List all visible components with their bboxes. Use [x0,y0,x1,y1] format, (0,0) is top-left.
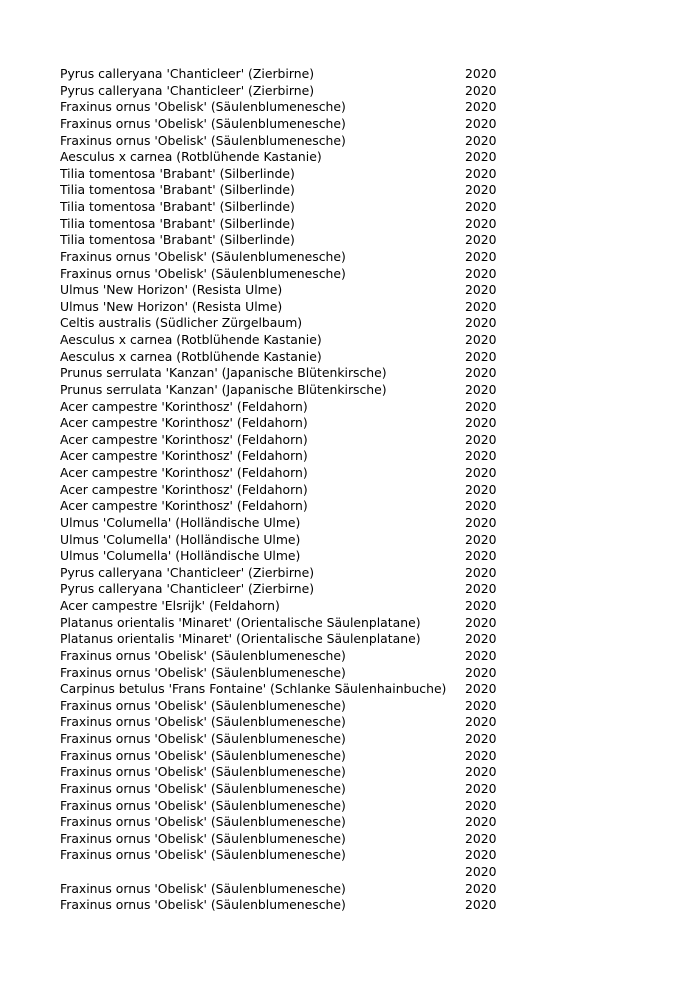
species-cell: Acer campestre 'Korinthosz' (Feldahorn) [60,481,308,497]
table-row [60,864,520,881]
table-row [60,149,520,166]
table-row [60,681,520,698]
year-cell: 2020 [465,199,497,214]
year-cell: 2020 [465,664,497,680]
table-row [60,714,520,731]
table-row [60,99,520,116]
year-cell: 2020 [465,465,497,480]
table-row [60,881,520,898]
species-cell: Tilia tomentosa 'Brabant' (Silberlinde) [60,165,295,181]
year-cell: 2020 [465,365,497,381]
species-cell: Pyrus calleryana 'Chanticleer' (Zierbirne) [60,82,315,98]
species-cell: Fraxinus ornus 'Obelisk' (Säulenblumenesche) [60,814,346,830]
table-row [60,498,520,515]
table-row [60,698,520,715]
species-cell: Acer campestre 'Korinthosz' (Feldahorn) [60,498,308,514]
species-cell: Ulmus 'New Horizon' (Resista Ulme) [60,282,283,298]
table-row [60,731,520,748]
species-cell: Tilia tomentosa 'Brabant' (Silberlinde) [60,232,295,248]
species-cell: Ulmus 'Columella' (Holländische Ulme) [60,514,301,530]
year-cell: 2020 [465,298,497,314]
table-row [60,249,520,266]
year-cell: 2020 [465,315,497,331]
species-cell: Fraxinus ornus 'Obelisk' (Säulenblumenesche) [60,664,346,680]
species-cell: Ulmus 'Columella' (Holländische Ulme) [60,548,301,564]
table-row [60,448,520,465]
species-cell: Acer campestre 'Korinthosz' (Feldahorn) [60,448,308,464]
year-cell: 2020 [465,232,497,248]
species-cell: Fraxinus ornus 'Obelisk' (Säulenblumenesche) [60,731,346,746]
year-cell: 2020 [465,780,497,796]
year-cell: 2020 [465,132,497,148]
table-row [60,432,520,449]
year-cell: 2020 [465,747,497,763]
table-row [60,482,520,499]
year-cell: 2020 [465,431,497,447]
year-cell: 2020 [465,332,497,347]
table-row [60,764,520,781]
year-cell: 2020 [465,182,497,198]
year-cell: 2020 [465,514,497,530]
species-cell: Celtis australis (Südlicher Zürgelbaum) [60,315,303,331]
species-cell: Ulmus 'New Horizon' (Resista Ulme) [60,298,283,314]
table-row [60,615,520,632]
species-cell: Fraxinus ornus 'Obelisk' (Säulenblumenesche) [60,847,346,863]
year-cell: 2020 [465,847,497,863]
table-row [60,182,520,199]
year-cell: 2020 [465,282,497,298]
year-cell: 2020 [465,631,497,647]
species-cell: Fraxinus ornus 'Obelisk' (Säulenblumenesche) [60,714,346,730]
year-cell: 2020 [465,797,497,813]
year-cell: 2020 [465,66,497,81]
species-cell: Tilia tomentosa 'Brabant' (Silberlinde) [60,215,295,231]
species-cell: Acer campestre 'Korinthosz' (Feldahorn) [60,415,308,431]
table-row [60,299,520,316]
species-cell: Ulmus 'Columella' (Holländische Ulme) [60,531,301,547]
table-row [60,382,520,399]
year-cell: 2020 [465,398,497,414]
year-cell: 2020 [465,880,497,896]
year-cell: 2020 [465,614,497,630]
year-cell: 2020 [465,531,497,547]
species-cell: Aesculus x carnea (Rotblühende Kastanie) [60,332,322,347]
year-cell: 2020 [465,115,497,131]
year-cell: 2020 [465,814,497,830]
species-cell: Tilia tomentosa 'Brabant' (Silberlinde) [60,199,295,214]
species-cell: Fraxinus ornus 'Obelisk' (Säulenblumenesche) [60,764,346,780]
species-cell: Fraxinus ornus 'Obelisk' (Säulenblumenesche) [60,115,346,131]
table-row [60,897,520,914]
table-row [60,133,520,150]
table-row [60,648,520,665]
species-cell: Fraxinus ornus 'Obelisk' (Säulenblumenesche) [60,99,346,115]
species-cell: Fraxinus ornus 'Obelisk' (Säulenblumenesche) [60,780,346,796]
year-cell: 2020 [465,830,497,846]
year-cell: 2020 [465,681,497,697]
species-cell: Acer campestre 'Korinthosz' (Feldahorn) [60,431,308,447]
species-cell: Aesculus x carnea (Rotblühende Kastanie) [60,348,322,364]
species-cell: Acer campestre 'Korinthosz' (Feldahorn) [60,465,308,480]
table-row [60,665,520,682]
species-cell: Fraxinus ornus 'Obelisk' (Säulenblumenesche) [60,697,346,713]
year-cell: 2020 [465,731,497,746]
species-cell: Aesculus x carnea (Rotblühende Kastanie) [60,149,322,165]
table-row [60,232,520,249]
species-cell: Fraxinus ornus 'Obelisk' (Säulenblumenesche) [60,265,346,281]
year-cell: 2020 [465,215,497,231]
species-cell: Fraxinus ornus 'Obelisk' (Säulenblumenesche) [60,248,346,264]
table-row [60,814,520,831]
species-cell: Platanus orientalis 'Minaret' (Orientalische Säulenplatane) [60,614,421,630]
species-cell [60,864,465,881]
species-cell: Pyrus calleryana 'Chanticleer' (Zierbirne) [60,564,315,580]
table-row [60,266,520,283]
table-row [60,847,520,864]
species-cell: Fraxinus ornus 'Obelisk' (Säulenblumenesche) [60,797,346,813]
year-cell: 2020 [465,864,497,879]
table-row [60,349,520,366]
table-row [60,315,520,332]
table-row [60,565,520,582]
year-cell: 2020 [465,448,497,464]
table-row [60,532,520,549]
year-cell: 2020 [465,481,497,497]
table-row [60,399,520,416]
species-cell: Platanus orientalis 'Minaret' (Orientalische Säulenplatane) [60,631,421,647]
year-cell: 2020 [465,149,497,165]
year-cell: 2020 [465,265,497,281]
year-cell: 2020 [465,82,497,98]
species-cell: Fraxinus ornus 'Obelisk' (Säulenblumenesche) [60,747,346,763]
table-row [60,748,520,765]
species-cell: Tilia tomentosa 'Brabant' (Silberlinde) [60,182,295,198]
table-row [60,831,520,848]
year-cell: 2020 [465,548,497,564]
table-row [60,365,520,382]
species-cell: Prunus serrulata 'Kanzan' (Japanische Blütenkirsche) [60,381,387,397]
table-row [60,798,520,815]
year-cell: 2020 [465,165,497,181]
species-cell: Pyrus calleryana 'Chanticleer' (Zierbirne) [60,66,315,81]
table-row [60,548,520,565]
species-cell: Acer campestre 'Elsrijk' (Feldahorn) [60,598,280,613]
species-cell: Prunus serrulata 'Kanzan' (Japanische Blütenkirsche) [60,365,387,381]
species-cell: Carpinus betulus 'Frans Fontaine' (Schlanke Säulenhainbuche) [60,681,447,697]
table-row [60,631,520,648]
table-row [60,781,520,798]
table-row [60,83,520,100]
table-row [60,66,520,83]
year-cell: 2020 [465,581,497,597]
table-row [60,216,520,233]
table-row [60,282,520,299]
year-cell: 2020 [465,498,497,514]
year-cell: 2020 [465,415,497,431]
table-row [60,598,520,615]
species-cell: Acer campestre 'Korinthosz' (Feldahorn) [60,398,308,414]
table-row [60,581,520,598]
species-cell: Fraxinus ornus 'Obelisk' (Säulenblumenesche) [60,132,346,148]
year-cell: 2020 [465,348,497,364]
year-cell: 2020 [465,598,497,613]
table-row [60,332,520,349]
species-cell: Fraxinus ornus 'Obelisk' (Säulenblumenesche) [60,880,346,896]
table-row [60,465,520,482]
year-cell: 2020 [465,99,497,115]
species-cell: Fraxinus ornus 'Obelisk' (Säulenblumenesche) [60,897,346,913]
table-row [60,515,520,532]
table-row [60,116,520,133]
tree-planting-list [60,66,520,914]
species-cell: Fraxinus ornus 'Obelisk' (Säulenblumenesche) [60,647,346,663]
species-cell: Fraxinus ornus 'Obelisk' (Säulenblumenesche) [60,830,346,846]
year-cell: 2020 [465,714,497,730]
year-cell: 2020 [465,248,497,264]
year-cell: 2020 [465,897,497,913]
year-cell: 2020 [465,697,497,713]
year-cell: 2020 [465,381,497,397]
year-cell: 2020 [465,764,497,780]
table-row [60,166,520,183]
year-cell: 2020 [465,647,497,663]
table-row [60,415,520,432]
species-cell: Pyrus calleryana 'Chanticleer' (Zierbirne) [60,581,315,597]
year-cell: 2020 [465,564,497,580]
table-row [60,199,520,216]
